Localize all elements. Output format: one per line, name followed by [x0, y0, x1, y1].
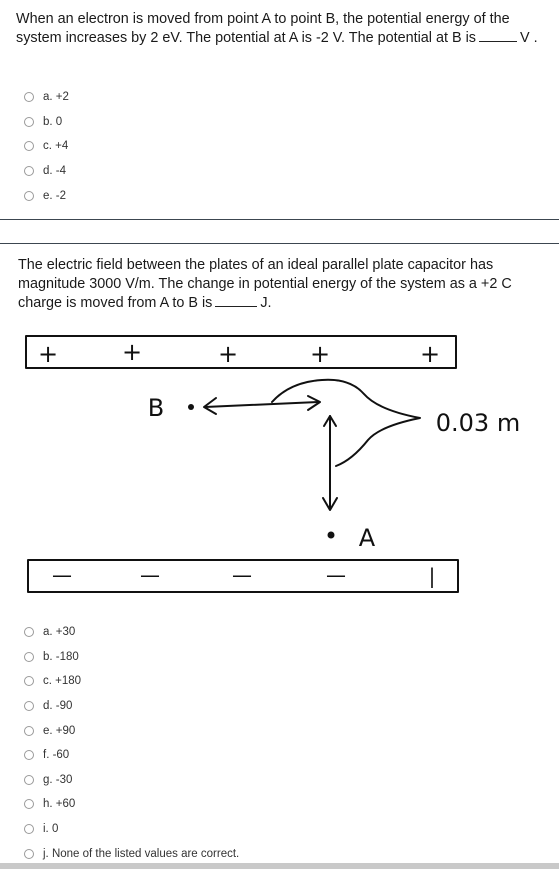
minus-sign: — — [52, 563, 72, 587]
question1-unit: V . — [519, 30, 538, 46]
horizontal-arrow — [205, 402, 318, 407]
option-label: e. +90 — [43, 724, 76, 737]
option-label: a. +2 — [43, 91, 69, 104]
question1-text — [16, 10, 548, 48]
radio-button[interactable] — [24, 166, 34, 176]
option-label: f. -60 — [43, 749, 70, 762]
section-divider — [0, 219, 559, 220]
radio-button[interactable] — [24, 92, 34, 102]
question1-stem: When an electron is moved from point A to point B, the potential energy of the system increases by 2 eV. The potential at A is -2 V. The potential at B is — [16, 11, 510, 46]
label-b: B — [147, 394, 165, 422]
plus-sign: + — [37, 340, 59, 368]
option-label: e. -2 — [43, 189, 67, 202]
answer-blank — [215, 294, 257, 307]
option-item[interactable] — [24, 792, 239, 817]
option-label: a. +30 — [43, 626, 76, 639]
question2-text — [18, 256, 548, 313]
label-a: A — [358, 524, 376, 552]
option-item[interactable] — [24, 645, 239, 670]
distance-brace — [272, 380, 420, 466]
option-item[interactable] — [24, 694, 239, 719]
option-item[interactable] — [24, 134, 69, 159]
radio-button[interactable] — [24, 750, 34, 760]
option-label: d. -4 — [43, 165, 67, 178]
positive-plate — [26, 336, 456, 368]
option-label: c. +180 — [43, 675, 82, 688]
option-item[interactable] — [24, 718, 239, 743]
radio-button[interactable] — [24, 849, 34, 859]
point-b — [188, 404, 194, 410]
option-item[interactable] — [24, 110, 69, 135]
question2-unit: J. — [260, 295, 272, 311]
option-label: c. +4 — [43, 140, 69, 153]
radio-button[interactable] — [24, 726, 34, 736]
option-item[interactable] — [24, 159, 69, 184]
radio-button[interactable] — [24, 652, 34, 662]
radio-button[interactable] — [24, 775, 34, 785]
option-item[interactable] — [24, 183, 69, 208]
option-label: g. -30 — [43, 773, 73, 786]
option-item[interactable] — [24, 620, 239, 645]
minus-sign: — — [140, 563, 160, 587]
radio-button[interactable] — [24, 799, 34, 809]
answer-blank — [479, 29, 517, 42]
plus-sign: + — [121, 338, 143, 366]
horizontal-scrollbar[interactable] — [0, 863, 559, 869]
minus-sign: — — [326, 563, 346, 587]
plus-sign: + — [309, 340, 331, 368]
option-label: i. 0 — [43, 823, 59, 836]
point-a — [328, 532, 335, 539]
section-divider — [0, 243, 559, 244]
plus-sign: + — [419, 340, 441, 368]
minus-sign: — — [232, 563, 252, 587]
radio-button[interactable] — [24, 824, 34, 834]
radio-button[interactable] — [24, 141, 34, 151]
radio-button[interactable] — [24, 676, 34, 686]
distance-label: 0.03 m — [435, 409, 521, 437]
minus-sign: | — [428, 564, 436, 588]
question2-stem: The electric field between the plates of an ideal parallel plate capacitor has magnitude 3000 V/m. The change in potential energy of the system as a +2 C charge is moved from A to B is — [18, 257, 512, 311]
option-item[interactable] — [24, 817, 239, 842]
option-item[interactable] — [24, 768, 239, 793]
option-label: b. -180 — [43, 650, 79, 663]
question1-options — [24, 85, 69, 208]
radio-button[interactable] — [24, 191, 34, 201]
question2-options — [24, 620, 239, 866]
capacitor-diagram — [0, 320, 559, 600]
option-item[interactable] — [24, 85, 69, 110]
option-label: h. +60 — [43, 798, 76, 811]
option-label: d. -90 — [43, 700, 73, 713]
option-label: b. 0 — [43, 115, 63, 128]
option-label: j. None of the listed values are correct. — [43, 847, 240, 860]
radio-button[interactable] — [24, 701, 34, 711]
plus-sign: + — [217, 340, 239, 368]
radio-button[interactable] — [24, 117, 34, 127]
radio-button[interactable] — [24, 627, 34, 637]
option-item[interactable] — [24, 743, 239, 768]
option-item[interactable] — [24, 669, 239, 694]
